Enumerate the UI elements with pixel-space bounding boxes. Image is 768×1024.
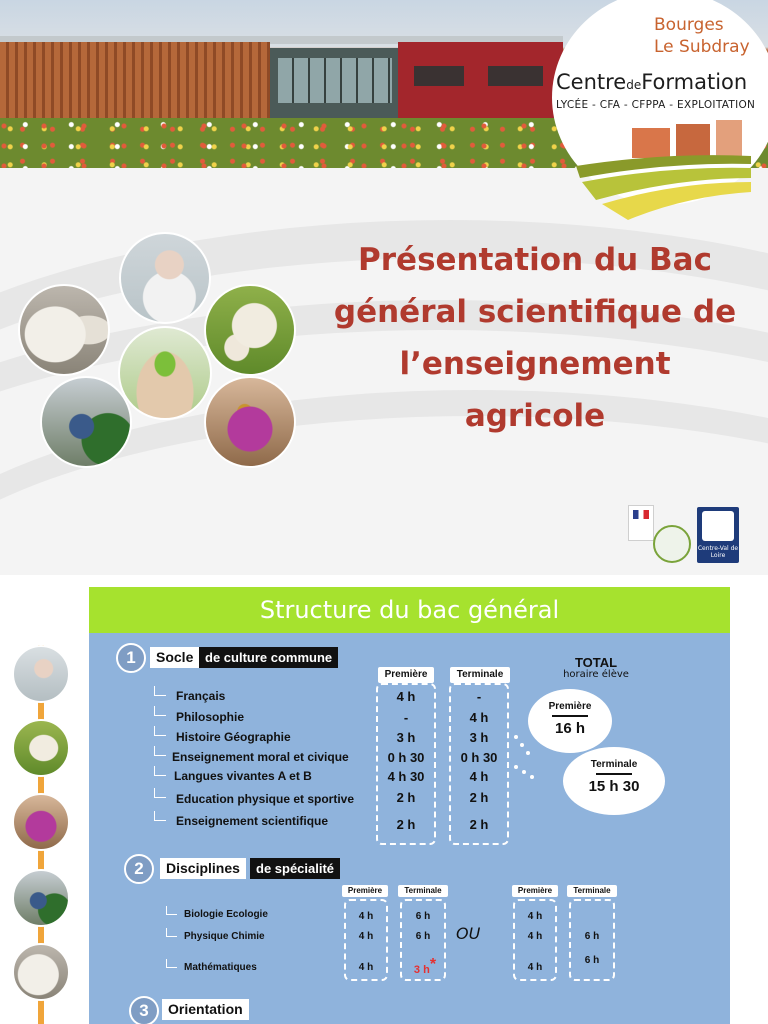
total-title: TOTAL [574,655,618,670]
total-premiere-label: Première [548,701,592,712]
region-heart-icon [702,511,734,541]
section-number: 1 [116,643,146,673]
column-header: Première [342,885,388,897]
ministry-logo [628,505,654,541]
connector-dot [522,770,526,774]
glass-windows [278,58,392,103]
structure-slide [0,575,768,1024]
building-glass-facade [270,48,400,118]
building-wood-facade [0,42,270,124]
photo-lamb-field [204,284,296,376]
photo-sheep [18,284,110,376]
hours-cell: 4 h [527,962,543,973]
asterisk-mark: * [429,956,437,973]
photo-seedling-hands [118,326,212,420]
subject-label: Enseignement moral et civique [172,750,349,764]
french-flag-icon [633,510,649,519]
hours-cell: 3 h [396,730,416,745]
title-line: agricole [464,398,606,434]
logo-title-de: de [626,78,642,92]
column-header: Terminale [567,885,617,897]
total-terminale-value: 15 h 30 [588,777,640,795]
specialty-label: Physique Chimie [184,931,265,942]
logo-location [654,14,750,58]
side-photo-lamb [12,719,70,777]
window [488,66,543,86]
logo-silo [716,120,742,158]
arrow-icon [154,788,166,798]
connector-dot [514,765,518,769]
arrow-icon [154,811,166,821]
hours-cell: 4 h [527,931,543,942]
hours-cell: 0 h 30 [460,750,498,765]
hours-cell-highlight [402,956,448,978]
total-subtitle: horaire élève [563,669,629,680]
section-label-highlight: de spécialité [250,858,340,879]
region-label: Centre-Val de Loire [697,545,739,559]
photo-bee-flower [204,376,296,468]
side-photo-tractor [12,869,70,927]
hours-cell: 2 h [396,817,416,832]
logo-barn [676,124,710,158]
hours-cell: 4 h [469,710,489,725]
specialty-label: Mathématiques [184,962,257,973]
section-label: Orientation [162,999,249,1020]
section-label-highlight: de culture commune [199,647,338,668]
total-terminale-oval [563,747,665,815]
arrow-icon [154,746,166,756]
hours-cell: 4 h [396,689,416,704]
specialty-label: Biologie Ecologie [184,909,268,920]
logo-line-1: Bourges [654,15,724,35]
connector-dot [520,743,524,747]
total-terminale-label: Terminale [590,759,638,770]
slide-title [320,234,750,442]
hours-cell: 4 h [358,962,374,973]
total-premiere-oval [528,689,612,753]
subject-label: Langues vivantes A et B [174,769,312,783]
title-line: l’enseignement [399,346,671,382]
connector-dot [530,775,534,779]
hours-cell: - [403,710,409,725]
section-number: 3 [129,996,159,1024]
hours-cell: 2 h [469,790,489,805]
side-photo-flower [12,793,70,851]
column-header: Première [512,885,558,897]
subject-label: Philosophie [176,710,245,724]
hours-cell: 4 h [469,769,489,784]
connector-dot [514,735,518,739]
title-line: général scientifique de [333,294,737,330]
photo-tractor [40,376,132,468]
subject-label: Education physique et sportive [176,792,355,806]
hours-cell: 4 h 30 [387,769,425,784]
total-premiere-value: 16 h [554,719,585,737]
subject-label: Histoire Géographie [176,730,291,744]
arrow-icon [166,928,177,937]
arrow-icon [154,766,166,776]
hours-cell: - [476,689,482,704]
subject-label: Français [176,689,226,703]
arrow-icon [154,726,166,736]
hours-cell: 4 h [358,931,374,942]
connector-dot [526,751,530,755]
logo-title-main: Centre [556,70,627,94]
total-divider [552,715,588,717]
hours-cell: 2 h [396,790,416,805]
section-label: Disciplines [160,858,246,879]
column-header: Terminale [450,667,510,683]
hours-cell: 3 h [469,730,489,745]
hours-cell: 4 h [358,911,374,922]
side-photo-sheep [12,943,70,1001]
total-divider [596,773,632,775]
region-logo [697,507,739,563]
hours-cell: 4 h [527,911,543,922]
highlight-hours: 3 h [413,964,430,976]
option-separator: OU [456,924,481,943]
subject-label: Enseignement scientifique [176,814,329,828]
hours-cell: 6 h [415,931,431,942]
logo-subtitle: LYCÉE - CFA - CFPPA - EXPLOITATION [556,99,756,111]
photo-scientist [119,232,211,324]
logo-fields-graphic [566,118,756,222]
arrow-icon [154,686,166,696]
logo-barn [632,128,670,158]
column-header: Première [378,667,434,683]
logo-line-2: Le Subdray [654,37,750,57]
hours-cell: 2 h [469,817,489,832]
arrow-icon [166,959,177,968]
column-header: Terminale [398,885,448,897]
hours-cell: 0 h 30 [387,750,425,765]
hours-cell: 6 h [584,931,600,942]
logo-title [556,70,747,94]
hours-cell: 6 h [584,955,600,966]
window [414,66,464,86]
logo-title-end: Formation [641,70,748,94]
title-line: Présentation du Bac [358,242,712,278]
hours-cell: 6 h [415,911,431,922]
side-photo-scientist [12,645,70,703]
section-label: Socle [150,647,199,668]
slide-banner: Structure du bac général [89,587,730,633]
agri-education-badge-icon [653,525,691,563]
building-red-facade [398,42,563,122]
section-number: 2 [124,854,154,884]
arrow-icon [154,706,166,716]
arrow-icon [166,906,177,915]
